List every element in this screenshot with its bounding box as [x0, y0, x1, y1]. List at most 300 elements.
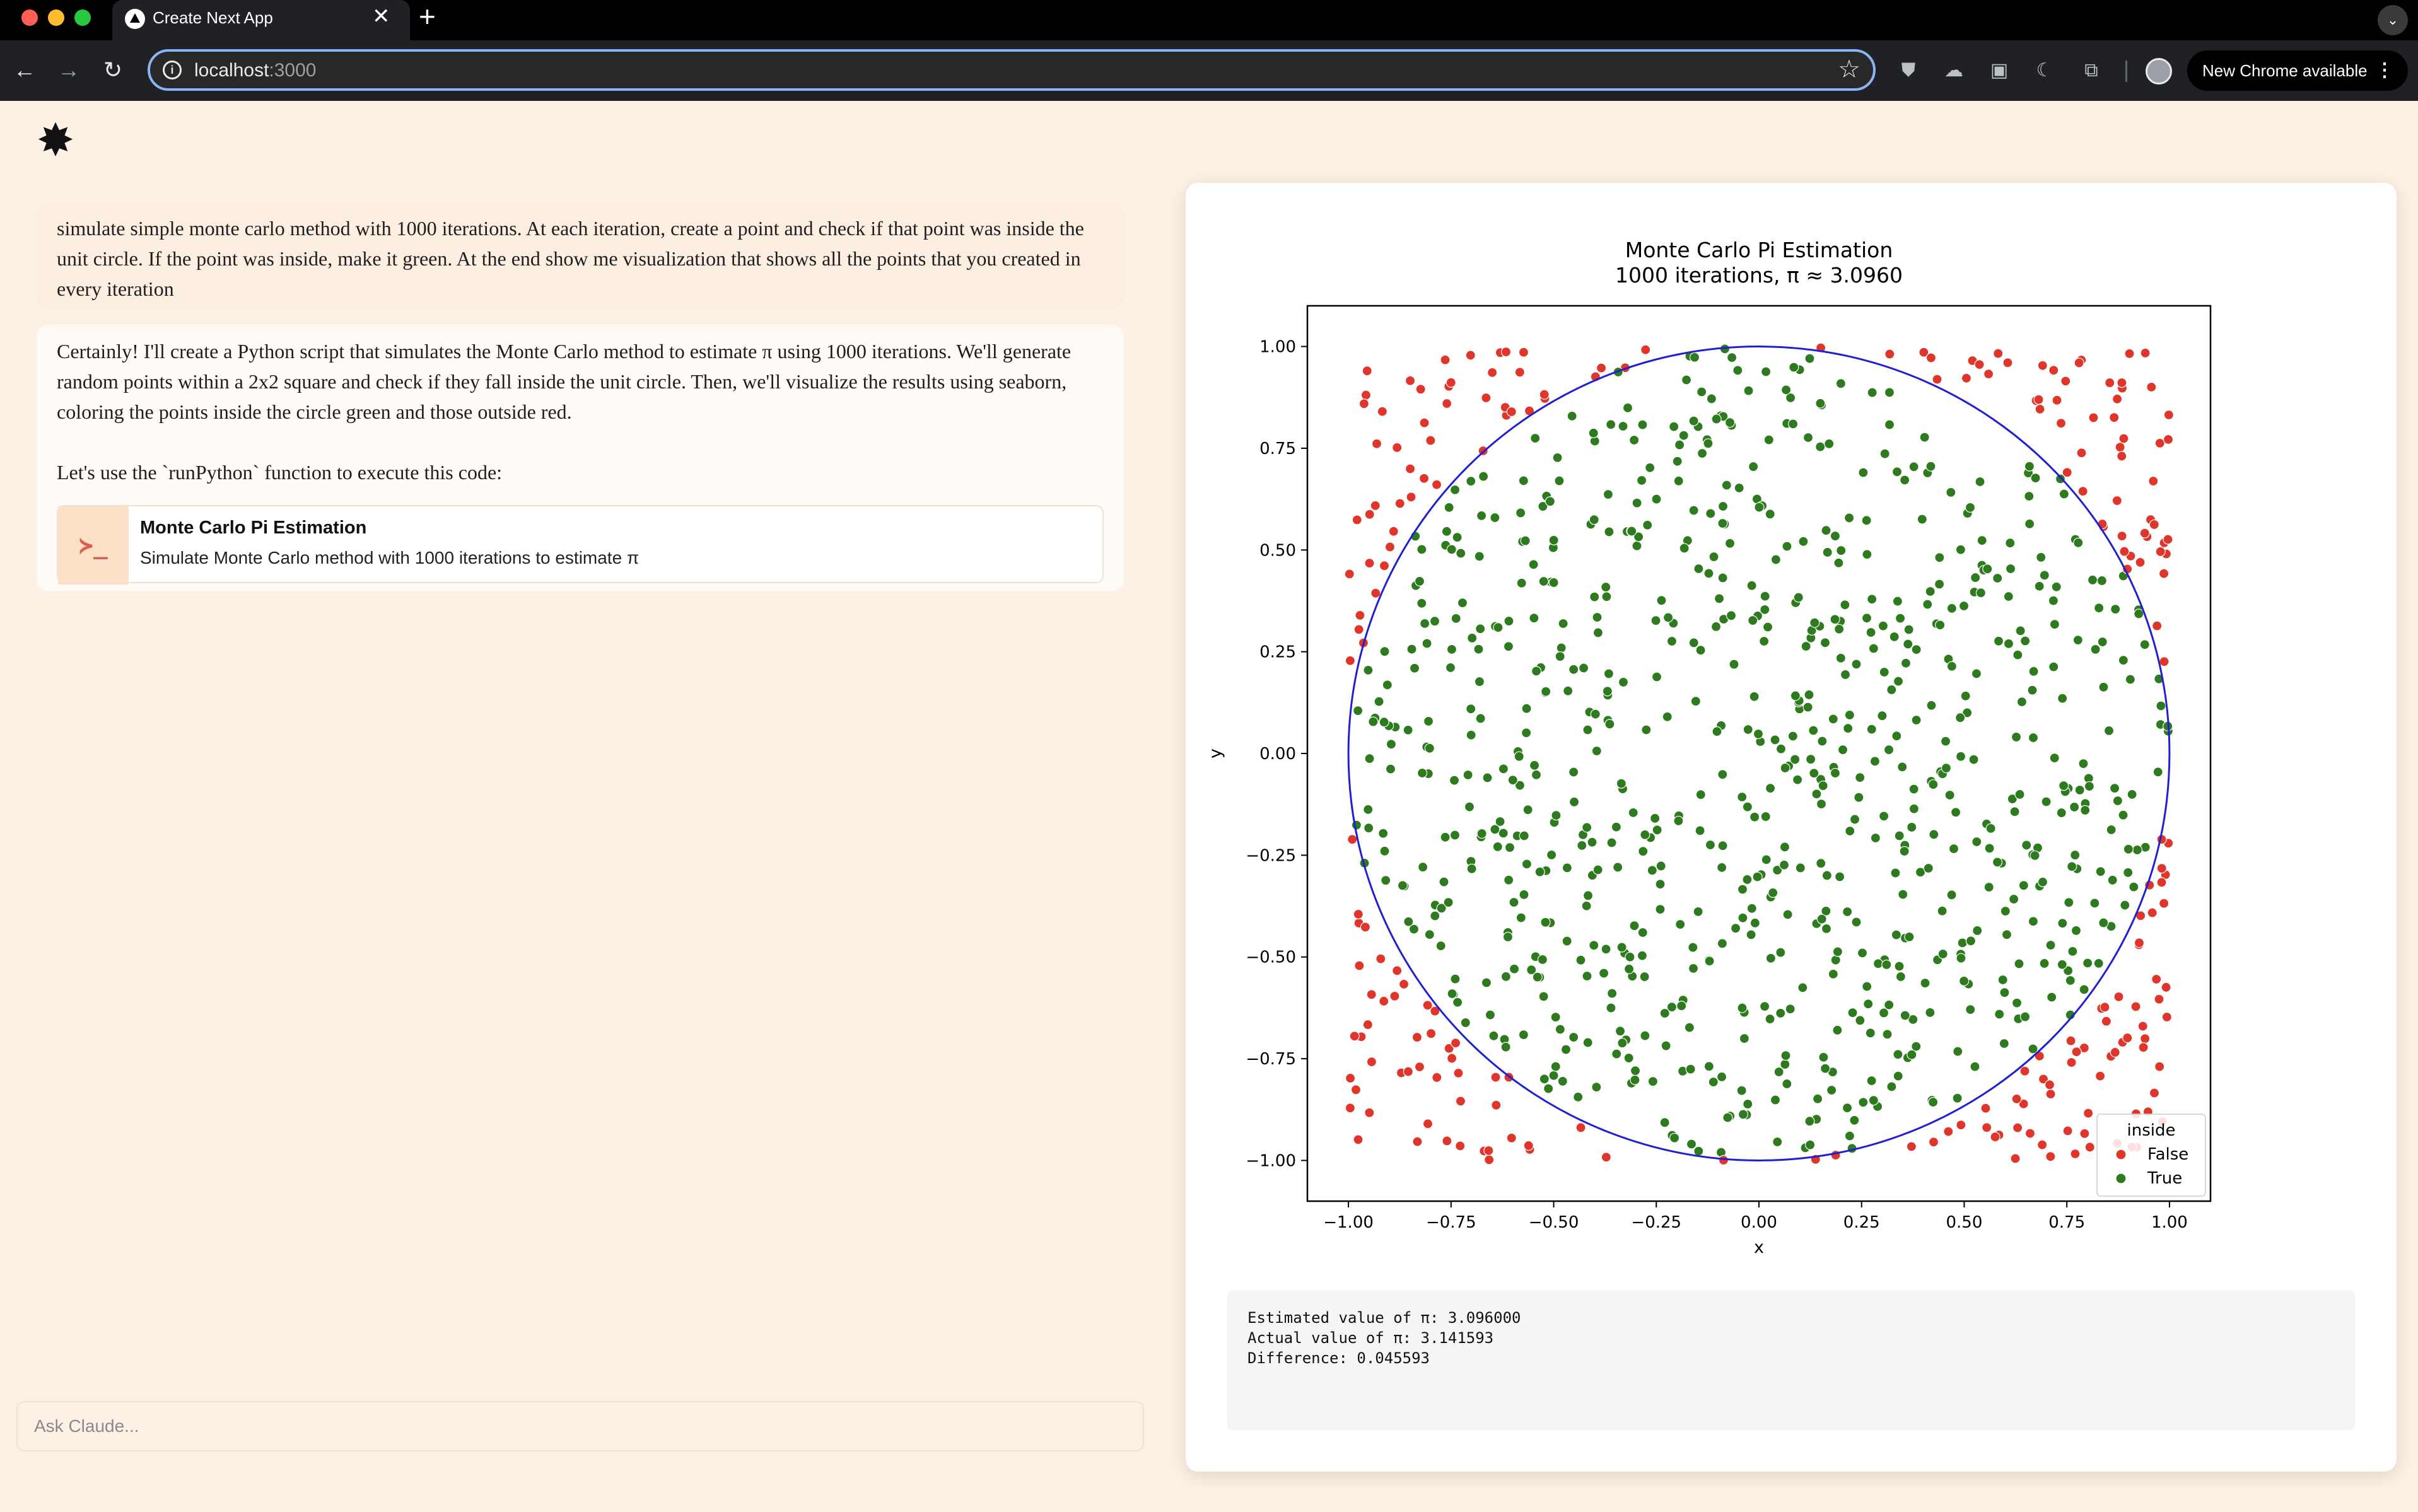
point-outside — [1990, 1132, 2000, 1142]
point-inside — [1476, 714, 1485, 723]
point-inside — [1789, 419, 1798, 429]
new-chrome-available-button[interactable] — [2187, 50, 2408, 91]
point-inside — [2041, 797, 2051, 806]
point-outside — [2149, 477, 2158, 486]
point-inside — [1805, 1117, 1814, 1126]
tool-call-card[interactable] — [57, 505, 1104, 583]
point-inside — [1862, 614, 1872, 623]
ublock-extension-icon[interactable]: ⛊ — [1901, 60, 1916, 81]
point-inside — [1782, 1079, 1792, 1088]
point-inside — [1823, 547, 1832, 557]
point-inside — [1836, 379, 1845, 388]
point-inside — [1593, 628, 1603, 637]
point-inside — [2047, 992, 2057, 1002]
point-inside — [1770, 735, 1780, 745]
point-inside — [1805, 354, 1814, 363]
point-inside — [1549, 1071, 1558, 1080]
point-inside — [1569, 767, 1579, 777]
point-inside — [1532, 666, 1541, 676]
point-inside — [2049, 662, 2059, 672]
point-outside — [1367, 1057, 1376, 1067]
x-tick-label: 1.00 — [2151, 1213, 2188, 1232]
browser-toolbar — [0, 40, 2418, 101]
point-inside — [2067, 862, 2077, 871]
point-inside — [2118, 810, 2128, 820]
legend-title: inside — [2127, 1121, 2176, 1140]
point-inside — [1630, 436, 1639, 445]
point-inside — [1889, 632, 1899, 641]
point-inside — [1893, 1071, 1903, 1081]
point-inside — [1879, 668, 1889, 677]
point-inside — [1727, 611, 1736, 620]
point-outside — [2138, 1021, 2147, 1031]
point-inside — [1891, 868, 1900, 878]
point-inside — [1632, 541, 1642, 550]
point-inside — [1761, 367, 1771, 376]
point-inside — [1592, 747, 1601, 756]
point-inside — [2111, 605, 2120, 614]
point-inside — [1380, 647, 1389, 656]
point-inside — [1806, 755, 1816, 764]
point-inside — [1601, 583, 1611, 592]
point-inside — [1601, 945, 1611, 954]
point-outside — [1427, 1029, 1436, 1038]
point-inside — [1971, 669, 1981, 678]
star-icon[interactable]: ☆ — [1838, 55, 1860, 83]
point-outside — [2155, 1062, 2164, 1071]
point-inside — [1531, 433, 1540, 443]
point-inside — [1765, 1015, 1775, 1024]
extension-page-icon[interactable]: ▣ — [1990, 60, 2009, 81]
point-inside — [1652, 825, 1662, 835]
point-inside — [2004, 639, 2013, 648]
point-outside — [1975, 360, 1984, 369]
point-inside — [1522, 704, 1531, 713]
point-inside — [1806, 1140, 1815, 1149]
point-outside — [2117, 532, 2127, 541]
tab-title: Create Next App — [153, 8, 273, 27]
point-inside — [2000, 988, 2009, 997]
point-inside — [1539, 577, 1548, 586]
point-inside — [1667, 1003, 1676, 1012]
point-inside — [1698, 449, 1707, 458]
x-tick-label: 0.50 — [1946, 1213, 1983, 1232]
point-inside — [2156, 701, 2166, 711]
new-tab-icon[interactable]: + — [419, 0, 436, 33]
point-inside — [1544, 1084, 1553, 1093]
point-inside — [2016, 626, 2025, 636]
point-outside — [1423, 1119, 1433, 1129]
point-inside — [1547, 850, 1557, 859]
point-inside — [1705, 840, 1715, 850]
point-inside — [2050, 753, 2059, 763]
point-inside — [2006, 564, 2016, 574]
point-inside — [1819, 1052, 1828, 1062]
point-outside — [1413, 1137, 1422, 1146]
point-inside — [1617, 943, 1627, 952]
point-inside — [1577, 840, 1587, 850]
point-inside — [2052, 582, 2061, 591]
point-outside — [2049, 366, 2059, 375]
point-inside — [1938, 950, 1948, 959]
point-inside — [1616, 779, 1626, 788]
point-outside — [1385, 542, 1394, 552]
tab-search-icon[interactable]: ⌄ — [2378, 5, 2408, 35]
point-inside — [1850, 1115, 1859, 1125]
point-inside — [1498, 764, 1508, 774]
point-inside — [1949, 844, 1959, 854]
point-outside — [1454, 1068, 1463, 1078]
point-inside — [2074, 538, 2083, 547]
point-inside — [2079, 759, 2088, 769]
point-outside — [1515, 368, 1524, 377]
point-inside — [2097, 576, 2106, 585]
point-inside — [1796, 863, 1805, 873]
point-outside — [2149, 1088, 2159, 1098]
point-inside — [1744, 386, 1753, 395]
point-inside — [1640, 830, 1650, 839]
point-inside — [1738, 1110, 1748, 1119]
point-outside — [2115, 443, 2125, 452]
point-inside — [1867, 388, 1877, 397]
point-inside — [2134, 609, 2144, 619]
point-inside — [1746, 930, 1756, 939]
point-outside — [1932, 375, 1942, 384]
point-inside — [1501, 1042, 1510, 1052]
point-outside — [1982, 1123, 1992, 1132]
point-inside — [1956, 713, 1965, 723]
point-inside — [1386, 740, 1396, 749]
point-inside — [1893, 596, 1902, 606]
point-outside — [1442, 398, 1452, 408]
point-outside — [1420, 474, 1429, 483]
point-inside — [1870, 757, 1879, 766]
point-outside — [2084, 1108, 2093, 1118]
point-inside — [1801, 641, 1811, 651]
point-outside — [2046, 1152, 2055, 1161]
profile-avatar-icon[interactable] — [2146, 58, 2172, 84]
point-inside — [1670, 1133, 1679, 1143]
close-window-button[interactable] — [21, 9, 38, 26]
point-inside — [1947, 603, 1956, 613]
extension-cloud-icon[interactable]: ☁ — [1944, 60, 1963, 81]
point-outside — [1351, 1085, 1360, 1095]
point-outside — [1491, 1073, 1500, 1082]
point-outside — [1372, 439, 1381, 448]
point-inside — [1973, 926, 1982, 935]
point-inside — [1892, 731, 1901, 741]
point-inside — [1743, 725, 1753, 735]
point-inside — [1693, 907, 1703, 916]
x-tick-label: 0.25 — [1843, 1213, 1880, 1232]
point-inside — [1866, 1028, 1875, 1038]
point-inside — [1789, 363, 1799, 372]
point-outside — [1524, 1141, 1533, 1150]
point-outside — [2141, 1034, 2150, 1044]
point-outside — [2139, 1043, 2148, 1052]
assistant-message — [37, 325, 1124, 591]
point-inside — [1821, 924, 1831, 933]
dark-mode-extension-icon[interactable]: ☾ — [2036, 60, 2053, 81]
zoom-window-button[interactable] — [74, 9, 91, 26]
point-inside — [1864, 999, 1873, 1009]
point-inside — [1825, 439, 1834, 448]
chat-input[interactable] — [18, 1402, 1143, 1450]
point-inside — [1708, 1077, 1718, 1086]
point-outside — [1345, 656, 1355, 665]
point-inside — [1812, 789, 1821, 799]
point-inside — [1493, 842, 1502, 851]
point-inside — [1551, 1013, 1560, 1022]
point-inside — [1662, 712, 1672, 721]
artifact-panel — [1186, 183, 2397, 1472]
point-inside — [1945, 791, 1954, 800]
chat-input-container — [16, 1401, 1144, 1451]
point-inside — [1884, 745, 1894, 755]
point-inside — [1975, 477, 1985, 487]
point-outside — [1376, 954, 1386, 963]
point-inside — [1893, 467, 1902, 477]
point-outside — [1507, 1133, 1516, 1143]
point-inside — [1509, 897, 1519, 907]
point-inside — [2046, 940, 2055, 950]
point-inside — [1353, 706, 1363, 716]
point-inside — [2059, 781, 2069, 791]
point-outside — [1981, 1103, 1990, 1113]
point-inside — [2028, 917, 2038, 926]
point-inside — [1479, 472, 1488, 481]
point-inside — [1608, 989, 1617, 998]
point-inside — [1929, 830, 1939, 839]
forward-icon[interactable]: → — [57, 57, 80, 83]
point-inside — [1983, 564, 1992, 574]
point-inside — [1541, 687, 1551, 696]
point-inside — [1790, 691, 1800, 701]
minimize-window-button[interactable] — [48, 9, 64, 26]
point-inside — [2038, 877, 2047, 887]
point-inside — [1705, 957, 1714, 966]
point-outside — [1451, 1038, 1461, 1048]
point-inside — [1569, 1033, 1579, 1042]
point-inside — [1761, 812, 1770, 822]
point-outside — [1379, 561, 1389, 571]
point-inside — [1993, 573, 2002, 583]
point-inside — [1898, 762, 1907, 772]
point-inside — [1818, 781, 1828, 791]
point-inside — [1667, 637, 1676, 646]
point-inside — [1852, 917, 1861, 927]
point-inside — [1895, 962, 1904, 971]
point-inside — [1862, 516, 1871, 525]
point-inside — [1723, 1113, 1732, 1122]
tool-call-title: Monte Carlo Pi Estimation — [140, 518, 367, 538]
point-inside — [1971, 573, 1980, 583]
point-inside — [1838, 745, 1848, 755]
point-inside — [1737, 1086, 1746, 1095]
point-inside — [1995, 1009, 2004, 1019]
point-inside — [1593, 865, 1603, 875]
claude-logo-icon: ✸ — [36, 115, 75, 166]
point-inside — [1843, 724, 1853, 733]
point-inside — [1782, 385, 1791, 395]
point-inside — [1466, 704, 1476, 714]
tab-close-icon[interactable]: ✕ — [372, 4, 390, 28]
point-inside — [1403, 725, 1413, 735]
point-inside — [1451, 614, 1461, 623]
point-inside — [1688, 943, 1698, 952]
point-inside — [1929, 1097, 1938, 1107]
point-outside — [2117, 378, 2127, 387]
point-inside — [1551, 811, 1561, 820]
point-inside — [2035, 581, 2044, 591]
point-outside — [1367, 990, 1376, 999]
point-inside — [1630, 1075, 1640, 1085]
point-inside — [1549, 535, 1558, 545]
point-inside — [1589, 515, 1599, 525]
point-inside — [1821, 526, 1831, 535]
point-outside — [1393, 966, 1402, 975]
point-inside — [1613, 863, 1623, 872]
y-tick-label: −0.50 — [1246, 948, 1296, 967]
x-tick-label: −0.50 — [1528, 1213, 1579, 1232]
point-inside — [2024, 491, 2034, 501]
info-icon[interactable]: i — [163, 61, 182, 79]
point-inside — [1519, 476, 1528, 486]
point-outside — [1446, 378, 1456, 387]
point-inside — [1418, 863, 1428, 872]
point-outside — [1641, 345, 1650, 354]
point-inside — [1869, 644, 1878, 653]
browser-tab[interactable] — [112, 0, 410, 40]
point-inside — [1712, 622, 1721, 631]
point-inside — [1352, 820, 1361, 830]
point-inside — [1749, 692, 1759, 701]
point-inside — [1904, 625, 1913, 634]
address-bar[interactable] — [148, 49, 1876, 91]
point-inside — [1619, 677, 1628, 687]
point-inside — [1456, 549, 1466, 558]
point-inside — [1645, 463, 1655, 472]
point-inside — [1539, 992, 1548, 1001]
point-inside — [1630, 921, 1639, 931]
point-inside — [2013, 650, 2023, 660]
point-outside — [1353, 1135, 1363, 1144]
point-inside — [1697, 387, 1707, 397]
point-inside — [1782, 542, 1792, 551]
point-inside — [1871, 834, 1880, 843]
url-text[interactable]: localhost:3000 — [194, 60, 317, 81]
point-outside — [1994, 349, 2003, 358]
point-outside — [2105, 378, 2115, 388]
point-inside — [1831, 955, 1840, 965]
point-inside — [1953, 1093, 1962, 1103]
point-inside — [1694, 564, 1703, 574]
point-inside — [1410, 663, 1420, 673]
point-inside — [1612, 1049, 1621, 1059]
point-inside — [1638, 847, 1648, 856]
point-inside — [1804, 690, 1814, 699]
point-inside — [1936, 620, 1945, 630]
point-inside — [1719, 501, 1728, 511]
point-outside — [2089, 413, 2098, 422]
y-tick-label: 0.50 — [1259, 541, 1296, 561]
point-outside — [2152, 621, 2162, 631]
point-inside — [2025, 519, 2035, 528]
point-inside — [2064, 898, 2074, 907]
point-inside — [2105, 726, 2114, 735]
point-outside — [1390, 991, 1399, 1001]
point-outside — [1926, 353, 1936, 363]
point-inside — [2132, 845, 2142, 854]
point-inside — [1976, 588, 1985, 598]
point-inside — [1717, 863, 1727, 872]
point-inside — [1909, 784, 1919, 794]
kebab-menu-icon[interactable]: ⋮ — [2375, 60, 2394, 81]
point-inside — [1579, 663, 1589, 673]
point-inside — [1549, 578, 1558, 587]
point-outside — [1929, 1137, 1939, 1147]
point-inside — [1843, 1103, 1852, 1113]
point-inside — [1718, 518, 1727, 528]
point-inside — [1845, 827, 1855, 836]
point-inside — [1835, 872, 1845, 881]
point-inside — [1504, 617, 1514, 626]
point-inside — [1582, 971, 1592, 980]
point-inside — [1998, 975, 2007, 985]
y-tick-label: 0.75 — [1259, 439, 1296, 458]
point-inside — [1583, 1038, 1592, 1047]
point-inside — [1763, 622, 1773, 632]
point-inside — [1417, 545, 1427, 554]
point-inside — [1816, 442, 1825, 451]
point-outside — [2120, 547, 2129, 556]
point-outside — [1365, 559, 1374, 568]
point-inside — [1640, 972, 1649, 982]
point-outside — [1355, 961, 1364, 970]
point-inside — [1694, 1146, 1703, 1156]
point-inside — [1501, 972, 1510, 981]
point-inside — [1418, 769, 1427, 778]
point-inside — [1768, 888, 1778, 897]
point-inside — [1734, 483, 1744, 492]
point-outside — [1423, 1001, 1432, 1010]
point-inside — [1739, 1034, 1749, 1044]
extensions-puzzle-icon[interactable]: ⧉ — [2084, 60, 2098, 81]
point-inside — [1780, 763, 1790, 772]
point-outside — [1395, 499, 1405, 508]
point-inside — [2015, 789, 2024, 799]
point-inside — [1605, 719, 1615, 729]
point-inside — [1935, 579, 1944, 589]
point-inside — [2031, 474, 2040, 483]
point-inside — [1530, 760, 1539, 770]
point-inside — [2050, 620, 2059, 629]
reload-icon[interactable]: ↻ — [103, 57, 123, 83]
point-inside — [1685, 1023, 1694, 1032]
assistant-message-text-2: Let's use the `runPython` function to execute this code: — [57, 461, 503, 484]
point-inside — [1689, 416, 1698, 426]
output-line-difference: Difference: 0.045593 — [1247, 1349, 1430, 1367]
point-outside — [1359, 399, 1369, 409]
point-inside — [1912, 716, 1921, 725]
y-axis-label: y — [1206, 748, 1225, 759]
back-icon[interactable]: ← — [13, 57, 36, 83]
x-tick-label: 0.75 — [2048, 1213, 2086, 1232]
point-inside — [1887, 1082, 1896, 1091]
point-outside — [1354, 625, 1364, 634]
point-inside — [1690, 352, 1700, 362]
point-inside — [1925, 1008, 1935, 1017]
